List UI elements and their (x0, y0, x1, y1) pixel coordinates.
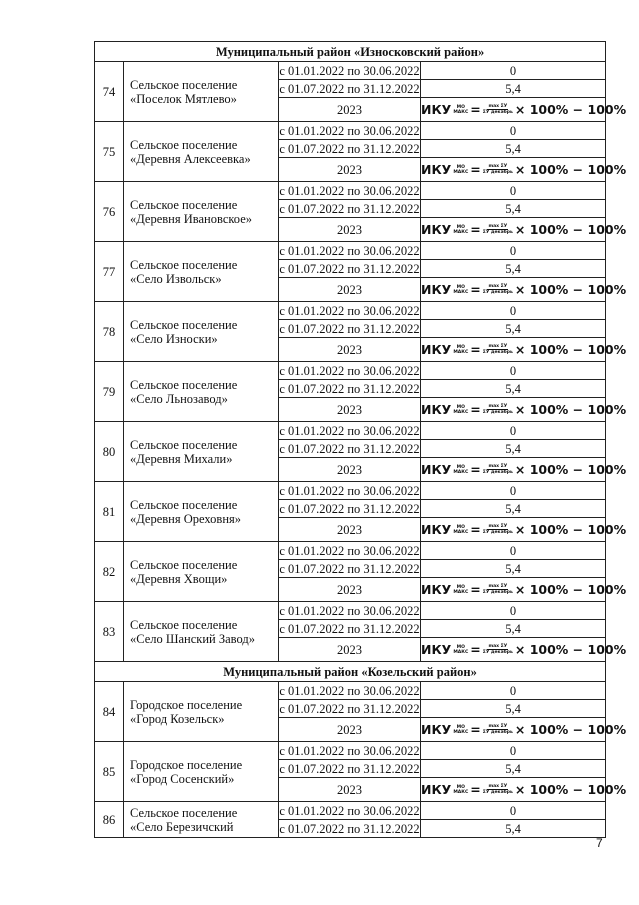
period-label: с 01.07.2022 по 31.12.2022 (279, 141, 420, 156)
formula-equals: = (470, 461, 481, 477)
settlement-type: Сельское поселение (130, 497, 238, 512)
entry-number: 74 (95, 62, 124, 122)
tariff-table (94, 41, 627, 838)
period-label: с 01.01.2022 по 30.06.2022 (279, 683, 420, 698)
entry-number: 81 (95, 482, 124, 542)
settlement-cell (124, 802, 279, 838)
formula-lhs-indices (453, 105, 468, 115)
formula-lhs-sub: МАКС (453, 349, 469, 355)
formula-lhs: ИКУ (421, 461, 452, 477)
formula-lhs-sup: МО (456, 284, 465, 290)
formula-lhs: ИКУ (421, 641, 452, 657)
formula-cell (421, 718, 627, 742)
formula-lhs-sub: МАКС (453, 109, 469, 115)
formula-lhs-indices (453, 725, 468, 735)
formula-rest: × 100% − 100% (514, 161, 627, 177)
formula-fraction (483, 224, 513, 235)
formula-fraction (483, 284, 513, 295)
period-label: с 01.07.2022 по 31.12.2022 (279, 621, 420, 636)
period-label: с 01.07.2022 по 31.12.2022 (279, 701, 420, 716)
formula-equals: = (470, 721, 481, 737)
formula-lhs-indices (453, 285, 468, 295)
settlement-type: Городское поселение (130, 757, 243, 772)
table-row (95, 242, 606, 260)
year-label: 2023 (279, 158, 421, 182)
table-body (95, 42, 627, 838)
entry-number: 77 (95, 242, 124, 302)
formula-fraction (483, 644, 513, 655)
formula-lhs-sup: МО (456, 104, 465, 110)
settlement-type: Сельское поселение (130, 197, 238, 212)
settlement-type: Сельское поселение (130, 617, 238, 632)
index-value: 5,4 (421, 620, 606, 638)
formula-lhs-sub: МАКС (453, 409, 469, 415)
formula-lhs: ИКУ (421, 101, 452, 117)
formula-denominator: ΣУ декабрь (482, 470, 513, 475)
entry-number: 75 (95, 122, 124, 182)
formula-fraction (483, 104, 513, 115)
formula-fraction (483, 464, 513, 475)
district-header-row (95, 42, 606, 62)
formula-lhs-sub: МАКС (453, 469, 469, 475)
formula-denominator: ΣУ декабрь (482, 590, 513, 595)
settlement-cell (124, 122, 279, 182)
table-row (95, 542, 606, 560)
formula-lhs: ИКУ (421, 781, 452, 797)
formula-lhs-sup: МО (456, 224, 465, 230)
formula-lhs-sup: МО (456, 464, 465, 470)
period-label: с 01.07.2022 по 31.12.2022 (279, 821, 420, 836)
formula-denominator: ΣУ декабрь (482, 730, 513, 735)
settlement-name: «Село Шанский Завод» (130, 631, 255, 646)
formula-equals: = (470, 781, 481, 797)
formula-cell (421, 578, 627, 602)
formula-denominator: ΣУ декабрь (482, 790, 513, 795)
period-label: с 01.01.2022 по 30.06.2022 (279, 363, 420, 378)
period-label: с 01.07.2022 по 31.12.2022 (279, 81, 420, 96)
formula-lhs-indices (453, 645, 468, 655)
settlement-name: «Поселок Мятлево» (130, 91, 237, 106)
formula-rest: × 100% − 100% (514, 641, 627, 657)
formula-numerator: max ΣУ (488, 104, 508, 109)
entry-number: 83 (95, 602, 124, 662)
formula-rest: × 100% − 100% (514, 461, 627, 477)
period-label: с 01.01.2022 по 30.06.2022 (279, 543, 420, 558)
settlement-cell (124, 542, 279, 602)
settlement-type: Сельское поселение (130, 557, 238, 572)
formula-denominator: ΣУ декабрь (482, 230, 513, 235)
formula-lhs-sub: МАКС (453, 529, 469, 535)
period-label: с 01.01.2022 по 30.06.2022 (279, 743, 420, 758)
formula-equals: = (470, 161, 481, 177)
formula-fraction (483, 344, 513, 355)
settlement-type: Сельское поселение (130, 805, 238, 820)
settlement-name: «Деревня Ивановское» (130, 211, 253, 226)
year-label: 2023 (279, 518, 421, 542)
formula (421, 783, 626, 797)
settlement-type: Сельское поселение (130, 137, 238, 152)
period-label: с 01.01.2022 по 30.06.2022 (279, 803, 420, 818)
index-value: 5,4 (421, 200, 606, 218)
table-row (95, 802, 606, 820)
settlement-cell (124, 482, 279, 542)
formula-fraction (483, 164, 513, 175)
settlement-cell (124, 682, 279, 742)
district-title: Муниципальный район «Износковский район» (95, 42, 606, 62)
index-value: 0 (421, 362, 606, 380)
formula-lhs-sub: МАКС (453, 169, 469, 175)
formula (421, 463, 626, 477)
period-label: с 01.01.2022 по 30.06.2022 (279, 423, 420, 438)
period-label: с 01.07.2022 по 31.12.2022 (279, 261, 420, 276)
table-row (95, 422, 606, 440)
formula-rest: × 100% − 100% (514, 101, 627, 117)
formula-equals: = (470, 581, 481, 597)
formula-lhs-indices (453, 525, 468, 535)
entry-number: 80 (95, 422, 124, 482)
formula-cell (421, 778, 627, 802)
formula (421, 403, 626, 417)
settlement-cell (124, 182, 279, 242)
formula-lhs: ИКУ (421, 581, 452, 597)
period-label: с 01.07.2022 по 31.12.2022 (279, 501, 420, 516)
formula-equals: = (470, 101, 481, 117)
index-value: 0 (421, 602, 606, 620)
formula-cell (421, 278, 627, 302)
formula-equals: = (470, 401, 481, 417)
period-label: с 01.07.2022 по 31.12.2022 (279, 441, 420, 456)
formula-lhs-sub: МАКС (453, 229, 469, 235)
index-value: 0 (421, 422, 606, 440)
formula-cell (421, 218, 627, 242)
index-value: 0 (421, 802, 606, 820)
formula-numerator: max ΣУ (488, 224, 508, 229)
period-label: с 01.01.2022 по 30.06.2022 (279, 183, 420, 198)
period-label: с 01.07.2022 по 31.12.2022 (279, 381, 420, 396)
index-value: 0 (421, 682, 606, 700)
year-label: 2023 (279, 218, 421, 242)
district-title: Муниципальный район «Козельский район» (95, 662, 606, 682)
settlement-name: «Село Льнозавод» (130, 391, 228, 406)
table-row (95, 122, 606, 140)
formula-lhs-indices (453, 785, 468, 795)
formula (421, 103, 626, 117)
period-label: с 01.01.2022 по 30.06.2022 (279, 63, 420, 78)
formula-lhs: ИКУ (421, 401, 452, 417)
formula-rest: × 100% − 100% (514, 341, 627, 357)
settlement-cell (124, 62, 279, 122)
formula (421, 343, 626, 357)
entry-number: 84 (95, 682, 124, 742)
formula-rest: × 100% − 100% (514, 581, 627, 597)
page-number: 7 (596, 836, 603, 850)
table-row (95, 182, 606, 200)
entry-number: 76 (95, 182, 124, 242)
formula-denominator: ΣУ декабрь (482, 530, 513, 535)
formula-rest: × 100% − 100% (514, 781, 627, 797)
formula-rest: × 100% − 100% (514, 221, 627, 237)
settlement-cell (124, 602, 279, 662)
formula-lhs: ИКУ (421, 721, 452, 737)
year-label: 2023 (279, 98, 421, 122)
index-value: 0 (421, 302, 606, 320)
formula-lhs-sub: МАКС (453, 589, 469, 595)
period-label: с 01.07.2022 по 31.12.2022 (279, 321, 420, 336)
index-value: 5,4 (421, 140, 606, 158)
formula-cell (421, 158, 627, 182)
settlement-name: «Город Козельск» (130, 711, 225, 726)
district-header-row (95, 662, 606, 682)
index-value: 0 (421, 482, 606, 500)
table-row (95, 602, 606, 620)
formula-lhs-indices (453, 165, 468, 175)
formula-lhs-sup: МО (456, 724, 465, 730)
index-value: 5,4 (421, 440, 606, 458)
entry-number: 82 (95, 542, 124, 602)
index-value: 5,4 (421, 500, 606, 518)
index-value: 5,4 (421, 700, 606, 718)
formula (421, 163, 626, 177)
index-value: 0 (421, 542, 606, 560)
formula-cell (421, 518, 627, 542)
formula-lhs-sup: МО (456, 584, 465, 590)
formula-lhs-sup: МО (456, 164, 465, 170)
formula-numerator: max ΣУ (488, 404, 508, 409)
formula-lhs-indices (453, 465, 468, 475)
index-value: 5,4 (421, 260, 606, 278)
table-row (95, 362, 606, 380)
formula-numerator: max ΣУ (488, 644, 508, 649)
formula-equals: = (470, 521, 481, 537)
settlement-cell (124, 242, 279, 302)
formula-equals: = (470, 641, 481, 657)
period-label: с 01.01.2022 по 30.06.2022 (279, 123, 420, 138)
formula-lhs-sub: МАКС (453, 289, 469, 295)
settlement-cell (124, 362, 279, 422)
settlement-name: «Село Износки» (130, 331, 218, 346)
settlement-type: Сельское поселение (130, 437, 238, 452)
formula-cell (421, 458, 627, 482)
entry-number: 78 (95, 302, 124, 362)
formula (421, 283, 626, 297)
settlement-type: Сельское поселение (130, 257, 238, 272)
index-value: 5,4 (421, 320, 606, 338)
period-label: с 01.07.2022 по 31.12.2022 (279, 761, 420, 776)
formula-denominator: ΣУ декабрь (482, 290, 513, 295)
period-label: с 01.01.2022 по 30.06.2022 (279, 303, 420, 318)
settlement-name: «Деревня Хвощи» (130, 571, 228, 586)
formula (421, 223, 626, 237)
index-value: 0 (421, 122, 606, 140)
formula-denominator: ΣУ декабрь (482, 650, 513, 655)
year-label: 2023 (279, 578, 421, 602)
year-label: 2023 (279, 718, 421, 742)
index-value: 0 (421, 242, 606, 260)
settlement-name: «Село Березичский (130, 819, 234, 834)
formula (421, 523, 626, 537)
index-value: 5,4 (421, 380, 606, 398)
formula-denominator: ΣУ декабрь (482, 170, 513, 175)
formula-lhs: ИКУ (421, 161, 452, 177)
table-row (95, 682, 606, 700)
formula (421, 643, 626, 657)
year-label: 2023 (279, 778, 421, 802)
settlement-name: «Село Извольск» (130, 271, 222, 286)
settlement-name: «Деревня Алексеевка» (130, 151, 251, 166)
formula-lhs-indices (453, 585, 468, 595)
table-row (95, 482, 606, 500)
formula-numerator: max ΣУ (488, 344, 508, 349)
formula-lhs-indices (453, 405, 468, 415)
index-value: 5,4 (421, 760, 606, 778)
formula-lhs: ИКУ (421, 341, 452, 357)
index-value: 0 (421, 182, 606, 200)
year-label: 2023 (279, 458, 421, 482)
entry-number: 86 (95, 802, 124, 838)
formula-numerator: max ΣУ (488, 164, 508, 169)
formula-numerator: max ΣУ (488, 584, 508, 589)
settlement-type: Сельское поселение (130, 317, 238, 332)
settlement-cell (124, 742, 279, 802)
formula-numerator: max ΣУ (488, 724, 508, 729)
entry-number: 79 (95, 362, 124, 422)
formula-lhs-sup: МО (456, 524, 465, 530)
formula-lhs-indices (453, 345, 468, 355)
formula (421, 583, 626, 597)
formula-equals: = (470, 341, 481, 357)
index-value: 5,4 (421, 820, 606, 838)
formula-denominator: ΣУ декабрь (482, 350, 513, 355)
year-label: 2023 (279, 278, 421, 302)
formula-lhs: ИКУ (421, 221, 452, 237)
formula-fraction (483, 584, 513, 595)
index-value: 5,4 (421, 80, 606, 98)
year-label: 2023 (279, 338, 421, 362)
settlement-name: «Деревня Ореховня» (130, 511, 242, 526)
formula-lhs-sub: МАКС (453, 789, 469, 795)
table-row (95, 62, 606, 80)
formula-numerator: max ΣУ (488, 784, 508, 789)
settlement-name: «Деревня Михали» (130, 451, 233, 466)
formula-rest: × 100% − 100% (514, 401, 627, 417)
formula-lhs-sub: МАКС (453, 729, 469, 735)
formula-lhs: ИКУ (421, 521, 452, 537)
index-value: 5,4 (421, 560, 606, 578)
formula (421, 723, 626, 737)
formula-cell (421, 338, 627, 362)
document-sheet (94, 41, 627, 838)
formula-fraction (483, 404, 513, 415)
period-label: с 01.01.2022 по 30.06.2022 (279, 603, 420, 618)
period-label: с 01.01.2022 по 30.06.2022 (279, 243, 420, 258)
formula-lhs-sub: МАКС (453, 649, 469, 655)
formula-denominator: ΣУ декабрь (482, 110, 513, 115)
formula-cell (421, 98, 627, 122)
formula-cell (421, 398, 627, 422)
settlement-type: Городское поселение (130, 697, 243, 712)
formula-rest: × 100% − 100% (514, 281, 627, 297)
period-label: с 01.07.2022 по 31.12.2022 (279, 201, 420, 216)
formula-equals: = (470, 221, 481, 237)
formula-lhs-sup: МО (456, 344, 465, 350)
formula-numerator: max ΣУ (488, 524, 508, 529)
period-label: с 01.07.2022 по 31.12.2022 (279, 561, 420, 576)
formula-lhs-sup: МО (456, 644, 465, 650)
year-label: 2023 (279, 398, 421, 422)
year-label: 2023 (279, 638, 421, 662)
formula-denominator: ΣУ декабрь (482, 410, 513, 415)
period-label: с 01.01.2022 по 30.06.2022 (279, 483, 420, 498)
formula-rest: × 100% − 100% (514, 521, 627, 537)
formula-cell (421, 638, 627, 662)
formula-fraction (483, 784, 513, 795)
table-row (95, 302, 606, 320)
formula-lhs-sup: МО (456, 404, 465, 410)
formula-numerator: max ΣУ (488, 284, 508, 289)
formula-equals: = (470, 281, 481, 297)
index-value: 0 (421, 62, 606, 80)
entry-number: 85 (95, 742, 124, 802)
settlement-cell (124, 302, 279, 362)
formula-lhs-indices (453, 225, 468, 235)
table-row (95, 742, 606, 760)
formula-numerator: max ΣУ (488, 464, 508, 469)
settlement-type: Сельское поселение (130, 377, 238, 392)
index-value: 0 (421, 742, 606, 760)
formula-fraction (483, 524, 513, 535)
settlement-cell (124, 422, 279, 482)
formula-rest: × 100% − 100% (514, 721, 627, 737)
settlement-type: Сельское поселение (130, 77, 238, 92)
formula-lhs-sup: МО (456, 784, 465, 790)
formula-fraction (483, 724, 513, 735)
formula-lhs: ИКУ (421, 281, 452, 297)
settlement-name: «Город Сосенский» (130, 771, 235, 786)
